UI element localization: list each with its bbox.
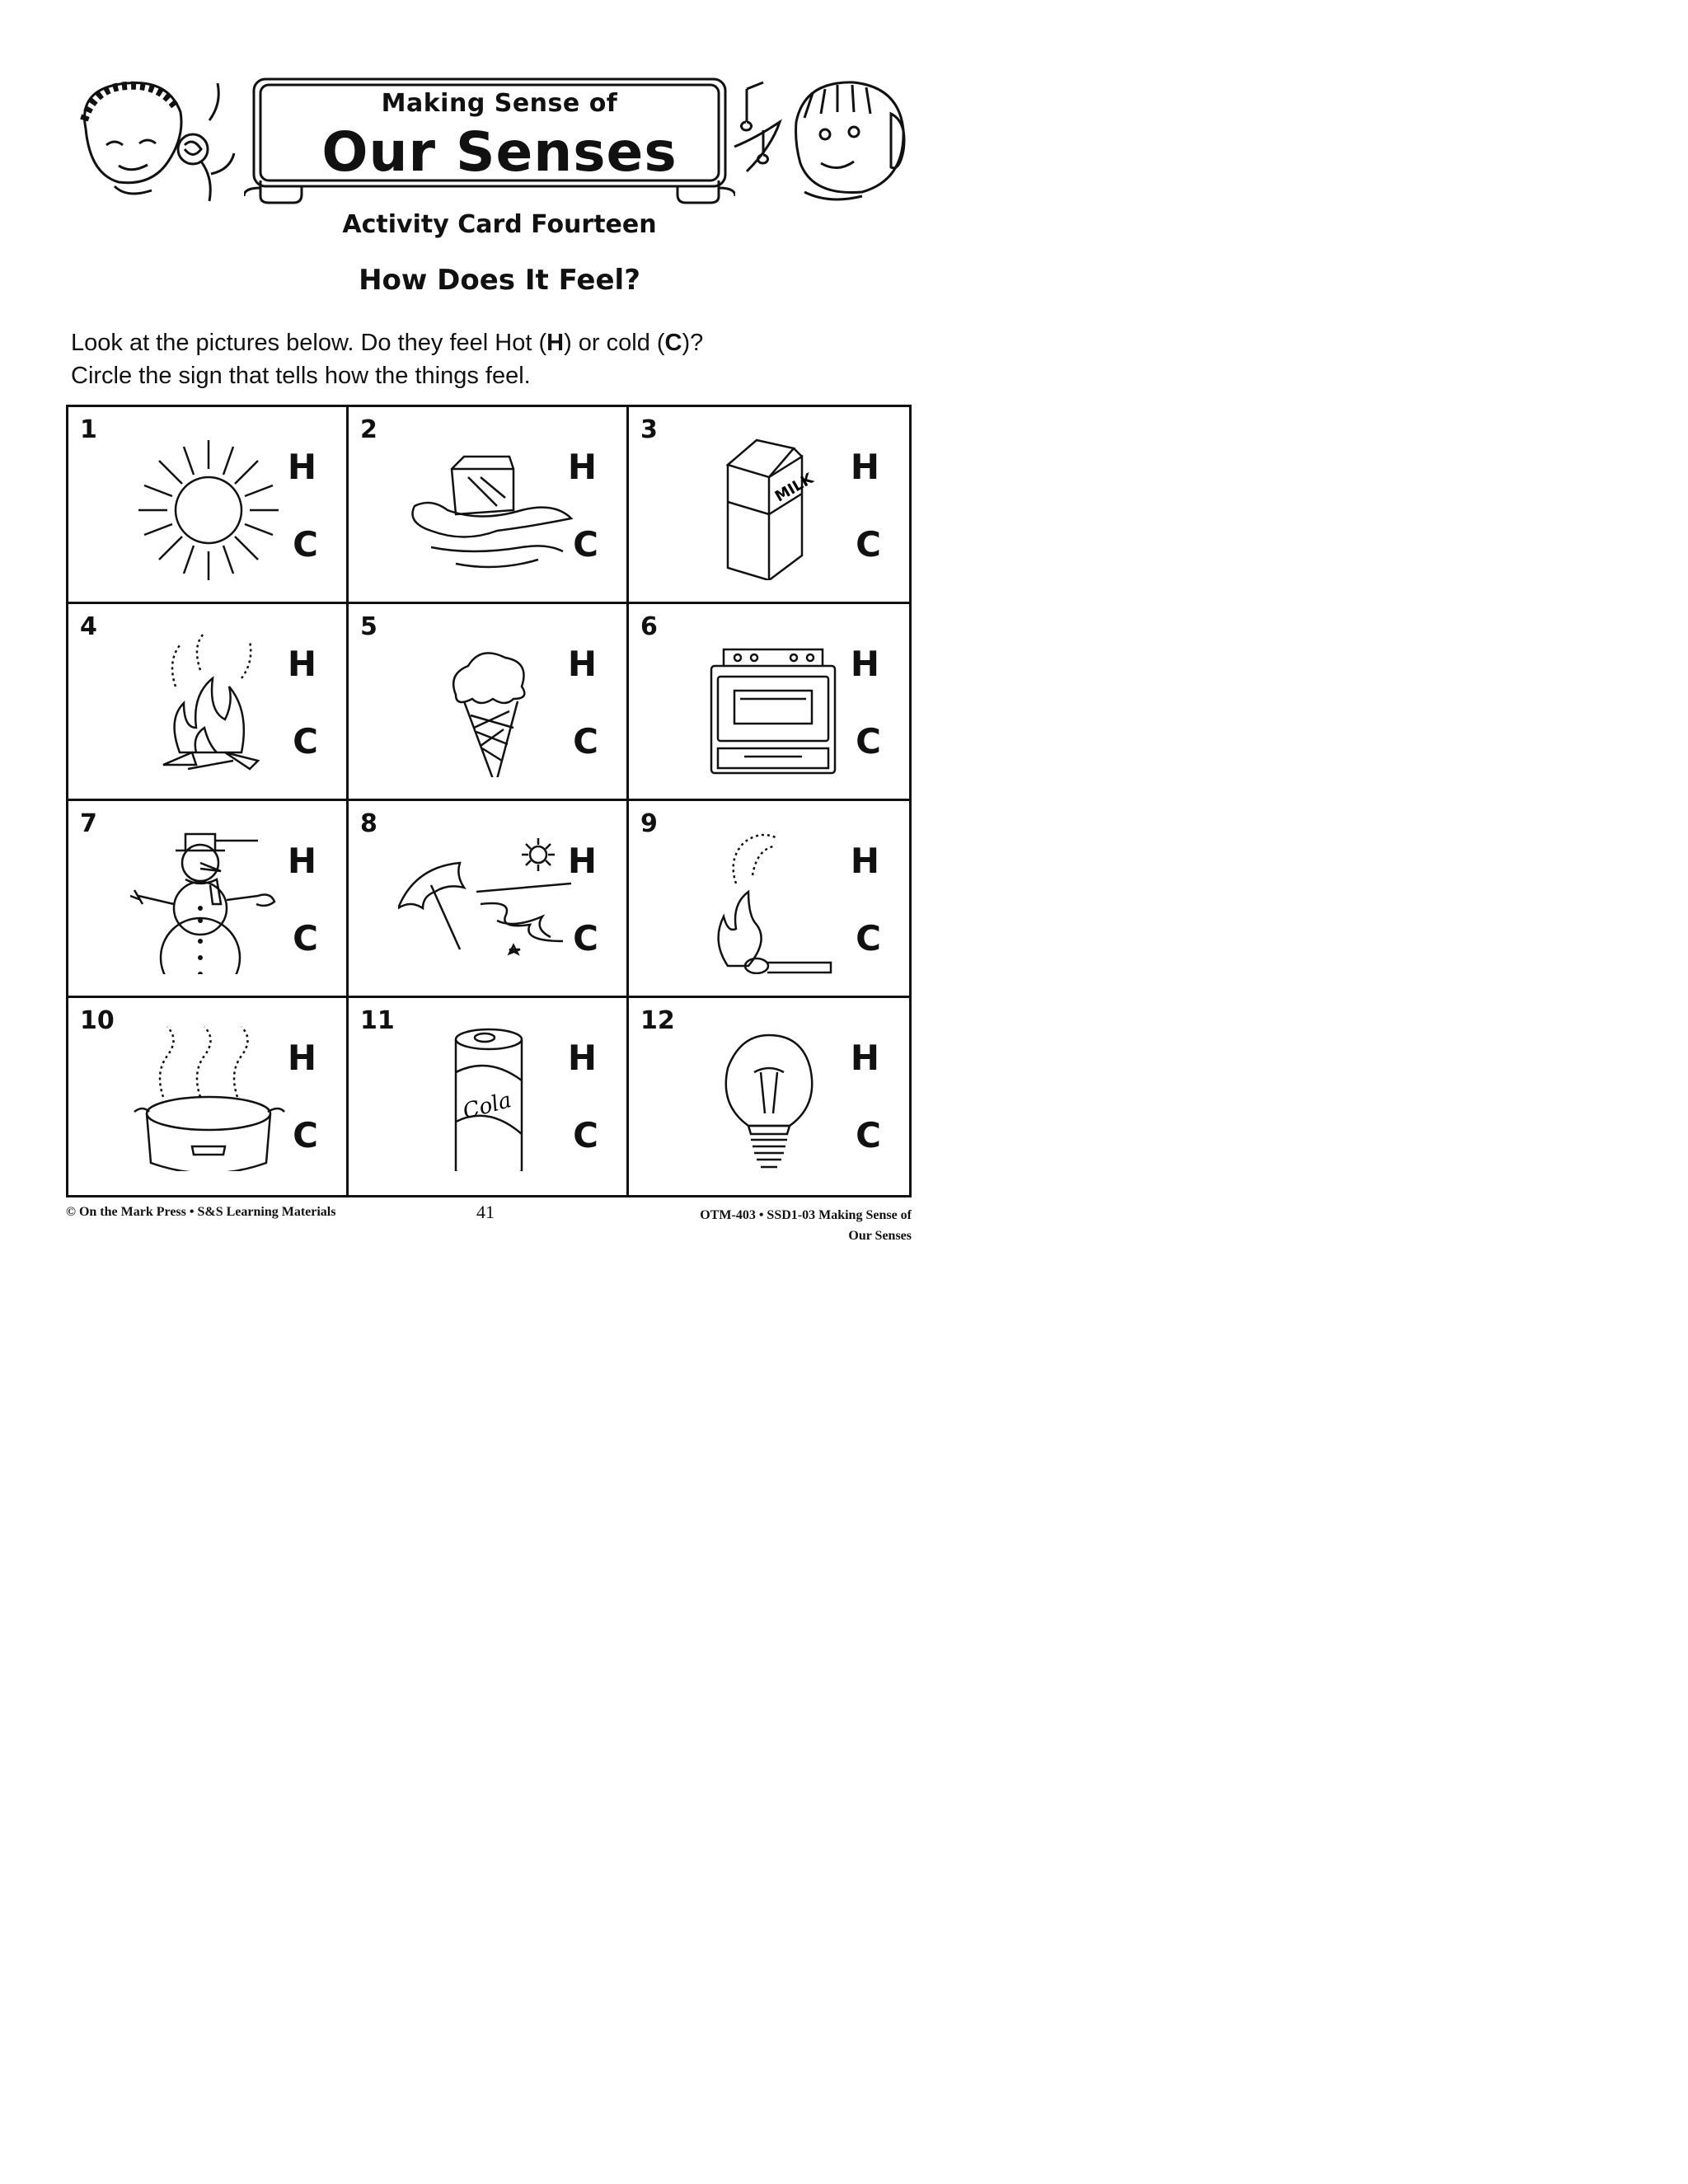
light-bulb-icon: [678, 1023, 860, 1171]
hot-option[interactable]: H: [850, 841, 879, 881]
hot-option[interactable]: H: [567, 447, 597, 487]
item-number: 12: [640, 1006, 675, 1035]
item-number: 7: [80, 809, 97, 838]
cold-option[interactable]: C: [856, 524, 881, 565]
item-number: 10: [80, 1006, 115, 1035]
campfire-icon: [118, 629, 299, 777]
hot-option[interactable]: H: [567, 1038, 597, 1078]
hot-option[interactable]: H: [567, 644, 597, 684]
cold-option[interactable]: C: [573, 721, 598, 762]
item-number: 2: [360, 415, 377, 444]
hot-option[interactable]: H: [850, 447, 879, 487]
steaming-pot-icon: [118, 1023, 299, 1171]
snowman-icon: [118, 826, 299, 974]
cold-option[interactable]: C: [293, 1115, 318, 1155]
sun-icon: [118, 432, 299, 580]
item-cell: [629, 407, 909, 604]
can-label: Cola: [460, 1088, 514, 1125]
item-cell: [68, 801, 349, 998]
cold-option[interactable]: C: [293, 721, 318, 762]
beach-umbrella-icon: [398, 826, 579, 974]
hot-option[interactable]: H: [287, 644, 316, 684]
footer-product-line-1: OTM-403 • SSD1-03 Making Sense of: [700, 1208, 912, 1222]
instructions-text: )?: [682, 330, 704, 356]
cold-option[interactable]: C: [856, 721, 881, 762]
item-cell: [68, 604, 349, 801]
page-title: Our Senses: [321, 120, 678, 184]
footer-copyright: © On the Mark Press • S&S Learning Materials: [66, 1205, 336, 1219]
question-heading: How Does It Feel?: [359, 264, 640, 297]
instructions-text: ) or cold (: [564, 330, 665, 356]
hot-option[interactable]: H: [287, 841, 316, 881]
cold-option[interactable]: C: [293, 524, 318, 565]
item-cell: [349, 801, 629, 998]
item-cell: [629, 998, 909, 1195]
item-number: 4: [80, 612, 97, 641]
item-number: 1: [80, 415, 97, 444]
instructions-line-1: [71, 330, 703, 357]
item-cell: [68, 998, 349, 1195]
cold-option[interactable]: C: [573, 524, 598, 565]
cold-option[interactable]: C: [856, 1115, 881, 1155]
oven-icon: [678, 629, 860, 777]
carton-label: MILK: [771, 470, 817, 506]
instructions-line-2: Circle the sign that tells how the things feel.: [71, 363, 531, 389]
burning-match-icon: [678, 826, 860, 974]
item-number: 9: [640, 809, 658, 838]
cold-letter: C: [664, 330, 682, 356]
milk-carton-icon: [678, 432, 860, 580]
activity-grid: [66, 405, 912, 1197]
footer-product-code: [582, 1205, 912, 1246]
soda-can-icon: [398, 1023, 579, 1171]
item-cell: [349, 998, 629, 1195]
item-number: 8: [360, 809, 377, 838]
hot-option[interactable]: H: [287, 1038, 316, 1078]
item-cell: [349, 604, 629, 801]
hot-letter: H: [546, 330, 565, 356]
activity-card-label: Activity Card Fourteen: [342, 210, 657, 239]
page-number: 41: [476, 1202, 495, 1222]
ice-cream-cone-icon: [398, 629, 579, 777]
cold-option[interactable]: C: [573, 918, 598, 958]
ice-cube-icon: [398, 432, 579, 580]
cold-option[interactable]: C: [293, 918, 318, 958]
hot-option[interactable]: H: [567, 841, 597, 881]
item-cell: [68, 407, 349, 604]
subtitle: Making Sense of: [381, 89, 618, 118]
item-cell: [629, 801, 909, 998]
hot-option[interactable]: H: [850, 1038, 879, 1078]
item-number: 5: [360, 612, 377, 641]
footer-product-line-2: Our Senses: [848, 1229, 912, 1243]
hot-option[interactable]: H: [850, 644, 879, 684]
hot-option[interactable]: H: [287, 447, 316, 487]
cold-option[interactable]: C: [573, 1115, 598, 1155]
item-number: 6: [640, 612, 658, 641]
instructions-text: Look at the pictures below. Do they feel Hot (: [71, 330, 547, 356]
item-cell: [349, 407, 629, 604]
item-number: 3: [640, 415, 658, 444]
cold-option[interactable]: C: [856, 918, 881, 958]
item-number: 11: [360, 1006, 395, 1035]
item-cell: [629, 604, 909, 801]
girl-listening-music-icon: [730, 73, 916, 204]
